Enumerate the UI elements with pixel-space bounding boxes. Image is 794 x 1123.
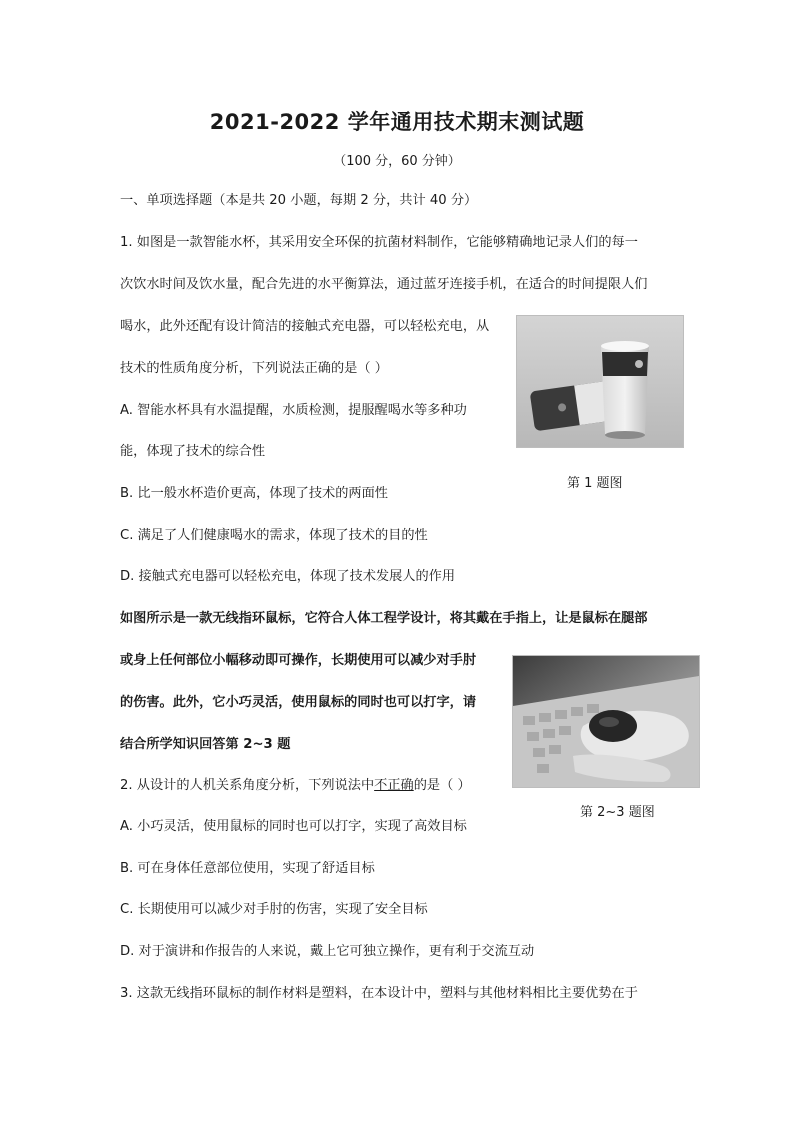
exam-subtitle: （100 分，60 分钟） bbox=[333, 154, 461, 169]
q1-option-d: D. 接触式充电器可以轻松充电，体现了技术发展人的作用 bbox=[120, 569, 456, 584]
q1-stem-line-1: 1. 如图是一款智能水杯，其采用安全环保的抗菌材料制作，它能够精确地记录人们的每一 bbox=[120, 235, 638, 250]
smart-cup-photo bbox=[516, 315, 684, 448]
q1-option-b: B. 比一般水杯造价更高，体现了技术的两面性 bbox=[120, 486, 388, 501]
q2-stem-underlined: 不正确 bbox=[374, 778, 414, 793]
intro-line-4: 结合所学知识回答第 2~3 题 bbox=[120, 737, 291, 752]
q3-stem: 3. 这款无线指环鼠标的制作材料是塑料，在本设计中，塑料与其他材料相比主要优势在于 bbox=[120, 986, 638, 1001]
q2-option-b: B. 可在身体任意部位使用，实现了舒适目标 bbox=[120, 861, 375, 876]
q23-figure-caption: 第 2~3 题图 bbox=[580, 805, 655, 820]
q1-option-a-line-2: 能，体现了技术的综合性 bbox=[120, 444, 266, 459]
section-heading: 一、单项选择题（本是共 20 小题，每期 2 分，共计 40 分） bbox=[120, 193, 478, 208]
ring-mouse-photo bbox=[512, 655, 700, 788]
q2-option-a: A. 小巧灵活，使用鼠标的同时也可以打字，实现了高效目标 bbox=[120, 819, 467, 834]
q2-stem-before: 2. 从设计的人机关系角度分析，下列说法中 bbox=[120, 778, 375, 793]
q1-stem-line-2: 次饮水时间及饮水量，配合先进的水平衡算法，通过蓝牙连接手机，在适合的时间提限人们 bbox=[120, 277, 648, 292]
q2-option-c: C. 长期使用可以减少对手肘的伤害，实现了安全目标 bbox=[120, 902, 428, 917]
q1-stem-line-4: 技术的性质角度分析，下列说法正确的是（ ） bbox=[120, 361, 388, 376]
q1-stem-line-3: 喝水，此外还配有设计简洁的接触式充电器，可以轻松充电，从 bbox=[120, 319, 490, 334]
exam-title: 2021-2022 学年通用技术期末测试题 bbox=[209, 110, 585, 134]
q1-figure-caption: 第 1 题图 bbox=[567, 476, 623, 491]
q2-stem-after: 的是（ ） bbox=[413, 778, 471, 793]
q1-option-c: C. 满足了人们健康喝水的需求，体现了技术的目的性 bbox=[120, 528, 428, 543]
q2-option-d: D. 对于演讲和作报告的人来说，戴上它可独立操作，更有利于交流互动 bbox=[120, 944, 535, 959]
q2-stem bbox=[120, 777, 471, 795]
q1-option-a-line-1: A. 智能水杯具有水温提醒，水质检测，提服醒喝水等多种功 bbox=[120, 403, 467, 418]
intro-line-3: 的伤害。此外，它小巧灵活，使用鼠标的同时也可以打字，请 bbox=[120, 695, 477, 710]
intro-line-2: 或身上任何部位小幅移动即可操作，长期使用可以减少对手肘 bbox=[120, 653, 477, 668]
intro-line-1: 如图所示是一款无线指环鼠标，它符合人体工程学设计，将其戴在手指上，让是鼠标在腿部 bbox=[120, 611, 648, 626]
